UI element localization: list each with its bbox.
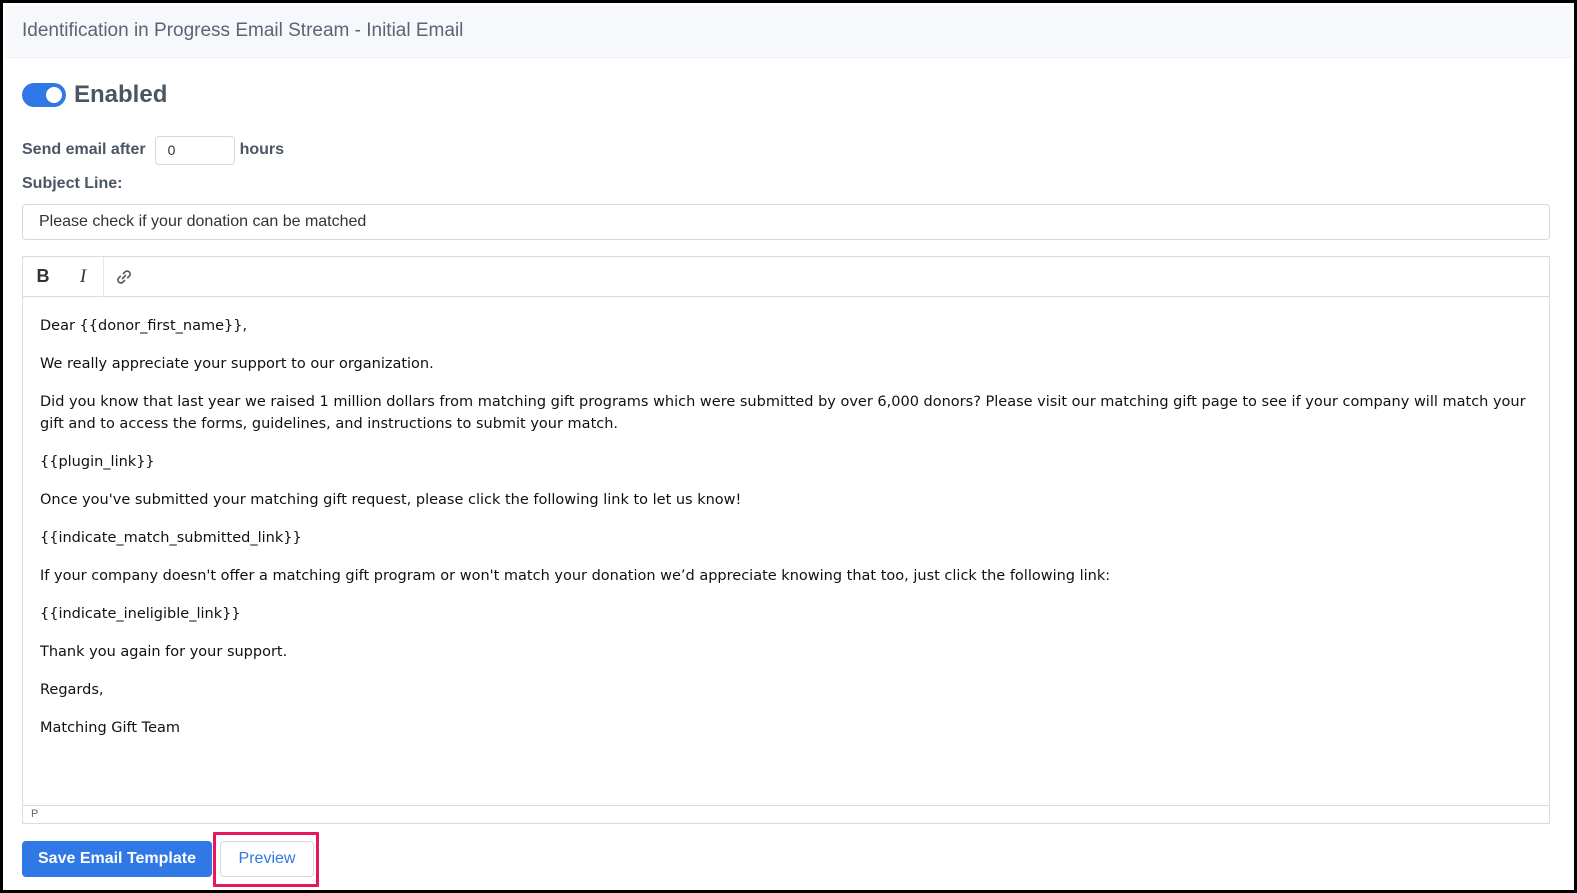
bold-button[interactable]: B — [36, 266, 50, 286]
enabled-label: Enabled — [74, 81, 168, 108]
panel-header — [6, 6, 1571, 58]
toggle-knob — [46, 87, 62, 103]
body-paragraph: We really appreciate your support to our organization. — [40, 356, 434, 372]
body-paragraph: Matching Gift Team — [40, 720, 181, 736]
email-body-editor — [22, 256, 1550, 824]
body-paragraph: {{plugin_link}} — [40, 454, 155, 470]
editor-toolbar — [23, 257, 1549, 297]
body-paragraph: Regards, — [40, 682, 104, 698]
page-title: Identification in Progress Email Stream - Initial Email — [22, 20, 464, 41]
body-paragraph: {{indicate_ineligible_link}} — [40, 606, 241, 622]
enabled-toggle[interactable] — [22, 83, 66, 107]
body-paragraph: Dear {{donor_first_name}}, — [40, 318, 248, 334]
body-paragraph: {{indicate_match_submitted_link}} — [40, 530, 302, 546]
preview-button[interactable]: Preview — [220, 841, 314, 877]
hours-input[interactable] — [155, 136, 235, 165]
subject-line-input[interactable] — [22, 204, 1550, 240]
editor-status-path: P — [23, 805, 1549, 823]
italic-button[interactable]: I — [79, 265, 87, 287]
hours-label: hours — [239, 141, 285, 158]
subject-line-label: Subject Line: — [22, 175, 123, 192]
link-button[interactable] — [104, 257, 144, 297]
body-paragraph: If your company doesn't offer a matching gift program or won't match your donation we’d appreciate knowing that too, just click the following link: — [40, 568, 1111, 584]
body-paragraph: Thank you again for your support. — [40, 644, 288, 660]
email-body-content[interactable] — [40, 315, 1540, 755]
body-paragraph: Did you know that last year we raised 1 million dollars from matching gift programs which were submitted by over 6,000 donors? Please visit our matching gift page to see if your company will match your gift and to access the forms, guidelines, and instructions to submit your match. — [40, 394, 1526, 432]
send-after-row — [22, 135, 284, 165]
body-paragraph: Once you've submitted your matching gift request, please click the following link to let us know! — [40, 492, 742, 508]
save-email-template-button[interactable]: Save Email Template — [22, 841, 212, 877]
send-after-label: Send email after — [22, 141, 146, 158]
enabled-toggle-row — [22, 80, 167, 110]
link-icon — [114, 267, 134, 287]
